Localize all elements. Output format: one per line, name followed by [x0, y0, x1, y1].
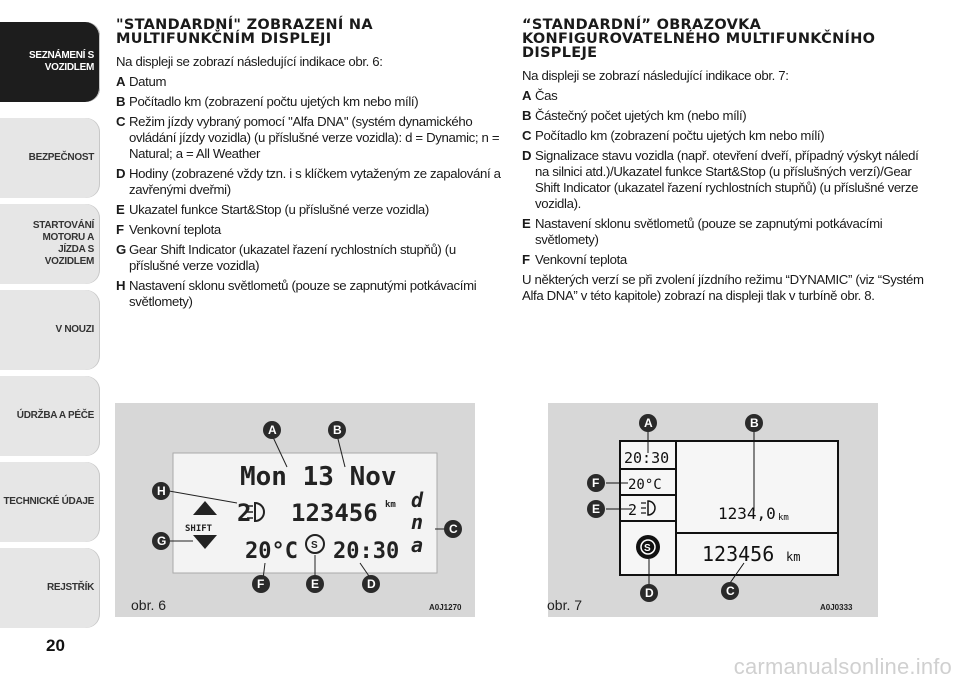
- list-item: [522, 252, 926, 268]
- tab-v-nouzi[interactable]: V NOUZI: [0, 290, 100, 370]
- svg-text:A: A: [268, 423, 277, 437]
- svg-text:S: S: [644, 543, 651, 554]
- item-key: C: [116, 114, 126, 129]
- right-column: [522, 18, 926, 308]
- figure-7-illustration: [548, 403, 878, 617]
- svg-text:C: C: [726, 584, 735, 598]
- list-item: [522, 216, 926, 248]
- figure-6-code: A0J1270: [429, 603, 462, 612]
- svg-text:B: B: [750, 416, 759, 430]
- start-stop-icon: [636, 535, 660, 559]
- list-item: [116, 222, 502, 238]
- left-column: [116, 18, 502, 314]
- list-item: [116, 242, 502, 274]
- item-text: Čas: [535, 88, 558, 103]
- callout-h: [152, 482, 170, 500]
- svg-text:H: H: [157, 484, 166, 498]
- callout-f: [252, 575, 270, 593]
- figure-7: [548, 403, 878, 617]
- item-text: Venkovní teplota: [129, 222, 221, 237]
- item-text: Hodiny (zobrazené vždy tzn. i s klíčkem vytaženým ze zapalování a zavřenými dveřmi): [129, 166, 501, 197]
- item-key: D: [116, 166, 126, 181]
- watermark: carmanualsonline.info: [733, 654, 952, 679]
- svg-text:F: F: [257, 577, 265, 591]
- callout-c: [721, 582, 739, 600]
- item-text: Počítadlo km (zobrazení počtu ujetých km nebo mílí): [129, 94, 419, 109]
- list-item: [116, 278, 502, 310]
- fig6-time: 20:30: [333, 539, 400, 564]
- item-text: Režim jízdy vybraný pomocí "Alfa DNA" (systém dynamického ovládání jízdy vozidla) (u příslušné verze vozidla): d = Dynamic; n = Natural; a = All Weather: [129, 114, 500, 161]
- svg-text:C: C: [449, 522, 458, 536]
- tab-startovani[interactable]: STARTOVÁNÍ MOTORU A JÍZDA S VOZIDLEM: [0, 204, 100, 284]
- fig7-trip: 1234,0: [718, 504, 776, 523]
- right-intro: Na displeji se zobrazí následující indikace obr. 7:: [522, 68, 789, 83]
- fig7-beam: 2: [628, 501, 638, 519]
- fig7-temp: 20°C: [628, 477, 662, 493]
- tab-technicke-udaje[interactable]: TECHNICKÉ ÚDAJE: [0, 462, 100, 542]
- right-section-title: “STANDARDNÍ” OBRAZOVKA KONFIGUROVATELNÉHO MULTIFUNKČNÍHO DISPLEJE: [522, 17, 876, 61]
- fig7-trip-unit: km: [778, 513, 789, 523]
- figure-7-code: A0J0333: [820, 603, 853, 612]
- item-text: Částečný počet ujetých km (nebo mílí): [535, 108, 747, 123]
- callout-b: [328, 421, 346, 439]
- fig7-time: 20:30: [624, 449, 670, 467]
- callout-b: [745, 414, 763, 432]
- callout-a: [263, 421, 281, 439]
- item-key: F: [522, 252, 530, 267]
- figure-6: [115, 403, 475, 617]
- item-key: E: [116, 202, 125, 217]
- item-text: Gear Shift Indicator (ukazatel řazení rychlostních stupňů) (u příslušné verze vozidla): [129, 242, 456, 273]
- item-key: A: [522, 88, 532, 103]
- callout-e: [587, 500, 605, 518]
- callout-d: [362, 575, 380, 593]
- callout-c: [444, 520, 462, 538]
- item-key: H: [116, 278, 126, 293]
- list-item: [116, 202, 502, 218]
- item-key: A: [116, 74, 126, 89]
- callout-a: [639, 414, 657, 432]
- list-item: [522, 108, 926, 124]
- item-text: Datum: [129, 74, 167, 89]
- left-intro: Na displeji se zobrazí následující indikace obr. 6:: [116, 54, 383, 69]
- item-text: Nastavení sklonu světlometů (pouze se zapnutými potkávacími světlomety): [535, 216, 883, 247]
- item-key: E: [522, 216, 531, 231]
- figure-7-caption: obr. 7: [547, 597, 583, 613]
- item-key: C: [522, 128, 532, 143]
- svg-text:F: F: [592, 476, 600, 490]
- item-key: B: [522, 108, 532, 123]
- fig7-odometer: 123456: [702, 542, 775, 566]
- fig6-odometer: 123456: [291, 499, 378, 527]
- svg-text:B: B: [333, 423, 342, 437]
- fig6-mode-d: d: [411, 488, 424, 512]
- list-item: [522, 148, 926, 212]
- item-key: B: [116, 94, 126, 109]
- callout-g: [152, 532, 170, 550]
- item-text: Signalizace stavu vozidla (např. otevření dveří, případný výskyt náledí na silnici atd.)/Ukazatel funkce Start&Stop (u příslušných verzí)/Gear Shift Indicator (ukazatel řazení rychlostních stupňů) (u příslušné verze vozidla).: [535, 148, 919, 211]
- svg-text:D: D: [367, 577, 376, 591]
- item-key: F: [116, 222, 124, 237]
- list-item: [116, 94, 502, 110]
- list-item: [116, 166, 502, 198]
- callout-d: [640, 584, 658, 602]
- callout-e: [306, 575, 324, 593]
- right-item-list: [522, 88, 926, 268]
- item-key: D: [522, 148, 532, 163]
- fig6-mode-a: a: [411, 533, 424, 557]
- tab-bezpecnost[interactable]: BEZPEČNOST: [0, 118, 100, 198]
- callout-f: [587, 474, 605, 492]
- figure-6-caption: obr. 6: [131, 597, 167, 613]
- fig7-odo-unit: km: [786, 550, 801, 564]
- svg-text:S: S: [311, 540, 318, 551]
- tab-seznameni[interactable]: SEZNÁMENÍ S VOZIDLEM: [0, 22, 100, 102]
- fig6-temp: 20°C: [245, 539, 298, 564]
- left-section-title: "STANDARDNÍ" ZOBRAZENÍ NA MULTIFUNKČNÍM DISPLEJI: [116, 17, 373, 47]
- item-key: G: [116, 242, 126, 257]
- tab-rejstrik[interactable]: REJSTŘÍK: [0, 548, 100, 628]
- list-item: [116, 74, 502, 90]
- figure-6-illustration: [115, 403, 475, 617]
- svg-text:D: D: [645, 586, 654, 600]
- page-number: 20: [46, 636, 65, 655]
- list-item: [522, 88, 926, 104]
- fig6-mode-n: n: [411, 510, 424, 534]
- svg-text:E: E: [592, 502, 601, 516]
- svg-text:G: G: [157, 534, 167, 548]
- tab-udrzba[interactable]: ÚDRŽBA A PÉČE: [0, 376, 100, 456]
- item-text: Ukazatel funkce Start&Stop (u příslušné verze vozidla): [129, 202, 429, 217]
- svg-text:A: A: [644, 416, 653, 430]
- item-text: Nastavení sklonu světlometů (pouze se zapnutými potkávacími světlomety): [129, 278, 477, 309]
- list-item: [522, 128, 926, 144]
- right-outro: U některých verzí se při zvolení jízdního režimu “DYNAMIC” (viz “Systém Alfa DNA” v této kapitole) zobrazí na displeji tlak v turbíně obr. 8.: [522, 272, 924, 303]
- fig6-date: Mon 13 Nov: [240, 462, 397, 492]
- item-text: Venkovní teplota: [535, 252, 627, 267]
- list-item: [116, 114, 502, 162]
- item-text: Počítadlo km (zobrazení počtu ujetých km nebo mílí): [535, 128, 825, 143]
- svg-text:E: E: [311, 577, 320, 591]
- fig6-odo-unit: km: [385, 500, 396, 510]
- fig6-shift-label: SHIFT: [185, 524, 213, 534]
- fig6-beam: 2: [237, 499, 252, 527]
- left-item-list: [116, 74, 502, 310]
